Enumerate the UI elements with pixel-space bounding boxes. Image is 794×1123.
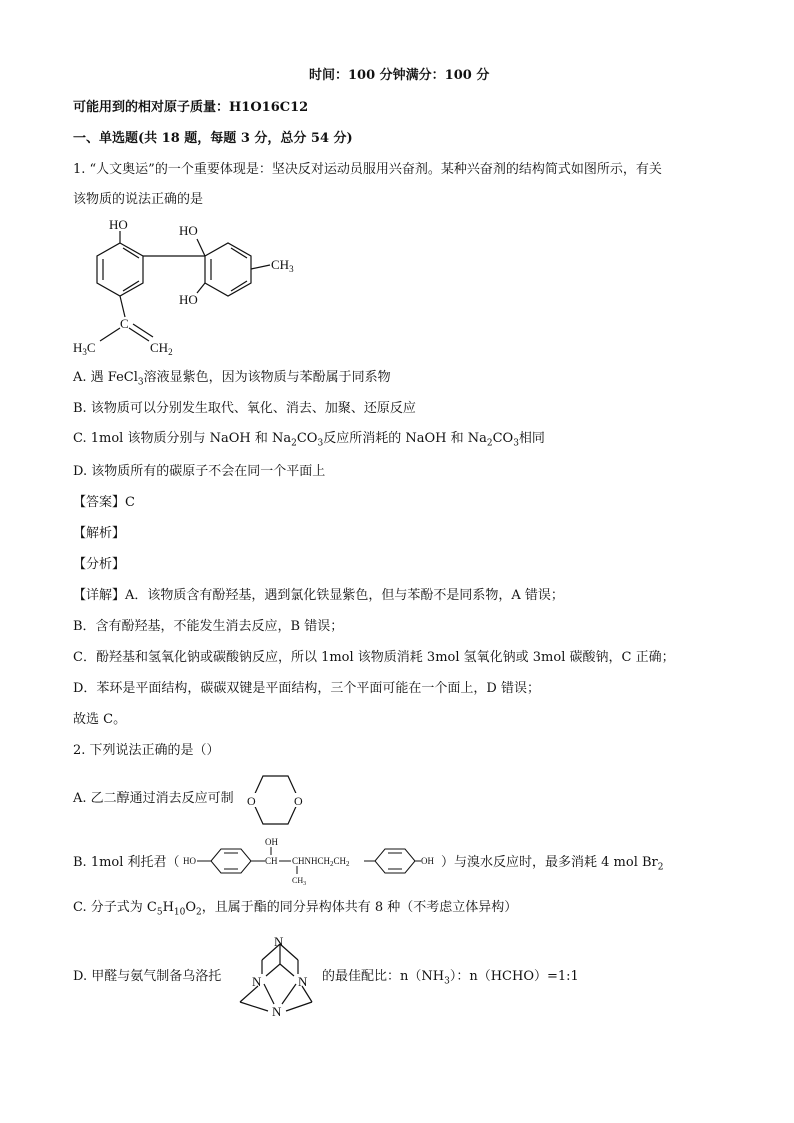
h3c-left: $H_3C$ (73, 340, 96, 357)
exam-time: 时间：100 分钟满分：100 分 (309, 68, 490, 83)
q1-detail-2: B．含有酚羟基，不能发生消去反应，B 错误； (73, 619, 344, 634)
q1-option-c: C. 1mol 该物质分别与 NaOH 和 $Na_2CO_3$反应所消耗的 NaOH 和 $Na_2CO_3$相同 (73, 431, 545, 449)
ritodrine-structure (181, 836, 441, 886)
dioxane-structure (243, 772, 308, 828)
q1-detail-3: C．酚羟基和氢氧化钠或碳酸钠反应，所以 1mol 该物质消耗 3mol 氢氧化钠或 3mol 碳酸钠，C 正确； (73, 650, 675, 665)
q1-detail-4: D．苯环是平面结构，碳碳双键是平面结构，三个平面可能在一个面上，D 错误； (73, 681, 540, 696)
q2-option-d-pre: D. 甲醛与氨气制备乌洛托 (73, 969, 222, 984)
section-title: 一、单选题(共 18 题，每题 3 分，总分 54 分) (73, 131, 353, 146)
urotropine-structure (234, 928, 322, 1020)
ho-top-right: HO (179, 223, 198, 238)
ho-bottom-right: HO (179, 292, 198, 307)
q1-option-d: D. 该物质所有的碳原子不会在同一个平面上 (73, 464, 326, 479)
atomic-mass-line: 可能用到的相对原子质量：H1O16C12 (73, 100, 309, 115)
ritodrine-ch: CH (265, 856, 278, 866)
q1-detail-1: 【详解】A．该物质含有酚羟基，遇到氯化铁显紫色，但与苯酚不是同系物，A 错误； (73, 588, 564, 603)
c-center: C (120, 316, 129, 331)
ho-top-left: HO (109, 217, 128, 232)
q1-structure-diagram (65, 213, 315, 363)
q1-option-a: A. 遇 FeCl$_3$溶液显紫色，因为该物质与苯酚属于同系物 (73, 370, 391, 388)
urotropine-n-left: N (252, 974, 262, 989)
ch2-right: $CH_2$ (150, 340, 173, 357)
dioxane-o-left: O (247, 794, 256, 808)
ritodrine-oh-right: OH (421, 856, 434, 866)
urotropine-n-top: N (274, 934, 284, 949)
q2-option-b-pre: B. 1mol 利托君（ (73, 855, 180, 870)
q1-analysis-tag: 【解析】 (73, 526, 126, 541)
ritodrine-oh-top: OH (265, 837, 278, 847)
dioxane-o-right: O (294, 794, 303, 808)
ritodrine-chain: $CHNHCH_2CH_2$ (292, 856, 350, 868)
q1-analysis-sub: 【分析】 (73, 557, 126, 572)
ritodrine-ho: HO (183, 856, 196, 866)
urotropine-n-right: N (298, 974, 308, 989)
q2-option-a: A. 乙二醇通过消去反应可制 (73, 791, 234, 806)
ch3-right: $CH_3$ (271, 257, 294, 274)
q1-answer: 【答案】C (73, 495, 135, 510)
q2-option-c: C. 分子式为 $C_5H_{10}O_2$，且属于酯的同分异构体共有 8 种（不考虑立体异构） (73, 900, 518, 918)
q2-option-d-post: 的最佳配比：$n(NH_3)$：n（HCHO）=1:1 (322, 969, 579, 987)
q2-stem: 2. 下列说法正确的是（） (73, 743, 220, 758)
q1-option-b: B. 该物质可以分别发生取代、氧化、消去、加聚、还原反应 (73, 401, 416, 416)
q1-conclusion: 故选 C。 (73, 712, 127, 727)
ritodrine-ch3: $CH_3$ (292, 876, 307, 886)
q2-option-b-post: ）与溴水反应时，最多消耗 4 mol $Br_2$ (441, 855, 664, 873)
q1-stem-line2: 该物质的说法正确的是 (73, 192, 204, 207)
urotropine-n-bottom: N (272, 1004, 282, 1019)
q1-stem-line1: 1. “人文奥运”的一个重要体现是：坚决反对运动员服用兴奋剂。某种兴奋剂的结构简式如图所示，有关 (73, 162, 662, 177)
